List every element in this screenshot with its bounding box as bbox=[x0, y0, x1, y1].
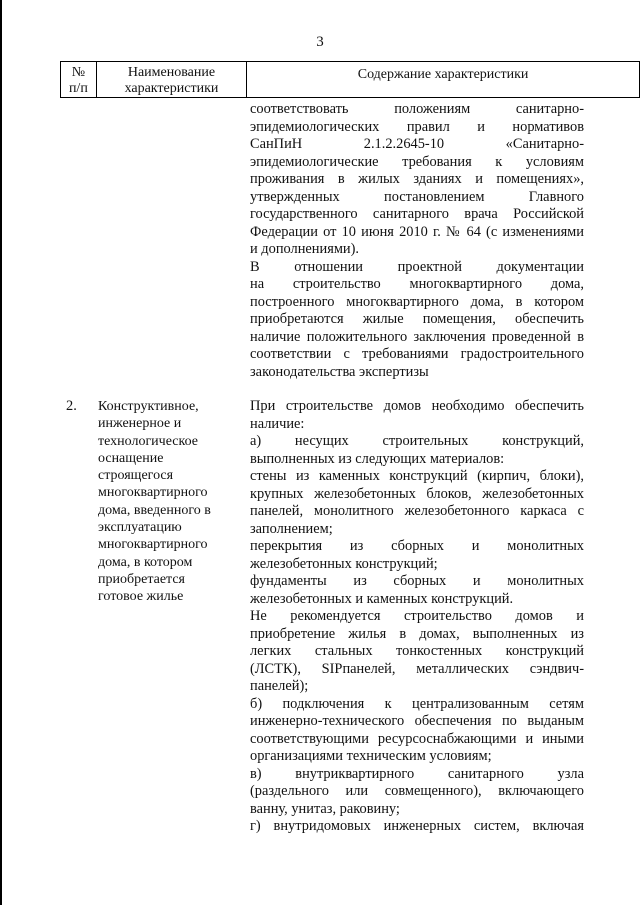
row1-content bbox=[250, 101, 584, 381]
text-line: перекрытия из сборных и монолитных bbox=[250, 538, 584, 554]
page-number: 3 bbox=[316, 34, 324, 50]
table-header bbox=[60, 61, 640, 98]
name-line: дома, введенного в bbox=[98, 502, 211, 518]
text-line: г) внутридомовых инженерных систем, включая bbox=[250, 818, 584, 834]
text-line: в) внутриквартирного санитарного узла bbox=[250, 765, 584, 782]
header-name-cell bbox=[96, 62, 246, 98]
header-content-label: Содержание характеристики bbox=[357, 67, 529, 82]
text-line: ванну, унитаз, раковину; bbox=[250, 800, 400, 817]
text-line: построенного многоквартирного дома, в котором bbox=[250, 293, 584, 310]
text-line: железобетонных конструкций; bbox=[250, 555, 438, 572]
text-line: законодательства экспертизы bbox=[250, 363, 429, 380]
row1-paragraph-2 bbox=[250, 259, 584, 382]
name-line: многоквартирного bbox=[98, 537, 208, 553]
text-line: государственного санитарного врача Российской bbox=[250, 206, 584, 222]
name-line: приобретается bbox=[98, 571, 185, 587]
text-line: (ЛСТК), SIPпанелей, металлических сэндвич- bbox=[250, 660, 584, 677]
text-line: стены из каменных конструкций (кирпич, блоки), bbox=[250, 468, 584, 484]
row1-paragraph-1 bbox=[250, 101, 584, 259]
name-line: эксплуатацию bbox=[98, 520, 182, 536]
text-line: на строительство многоквартирного дома, bbox=[250, 276, 584, 292]
name-line: многоквартирного bbox=[98, 485, 208, 501]
row2-characteristic-name bbox=[98, 398, 243, 606]
text-line: заполнением; bbox=[250, 520, 333, 537]
text-line: крупных железобетонных блоков, железобетонных bbox=[250, 485, 584, 502]
text-line: соответствующими ресурсоснабжающими и иными bbox=[250, 730, 584, 747]
text-line: приобретение жилья в домах, выполненных из bbox=[250, 625, 584, 642]
header-number-cell bbox=[61, 62, 97, 98]
header-number-line: № bbox=[71, 65, 86, 80]
name-line: Конструктивное, bbox=[98, 399, 199, 414]
text-line: Федерации от 10 июня 2010 г. № 64 (с изменениями bbox=[250, 223, 584, 240]
name-line: строящегося bbox=[98, 468, 174, 484]
header-name-line: характеристики bbox=[124, 81, 219, 96]
text-line: соответствовать положениям санитарно- bbox=[250, 101, 584, 117]
row2-content bbox=[250, 398, 584, 836]
text-line: СанПиН 2.1.2.2645-10 «Санитарно- bbox=[250, 136, 584, 152]
header-content-cell bbox=[247, 62, 640, 98]
name-line: оснащение bbox=[98, 450, 164, 466]
text-line: наличие положительного заключения проведенной в bbox=[250, 328, 584, 345]
text-line: и дополнениями). bbox=[250, 241, 360, 257]
page-left-edge-line bbox=[0, 0, 2, 905]
text-line: приобретаются жилые помещения, обеспечить bbox=[250, 311, 584, 327]
row2-number: 2. bbox=[66, 398, 77, 414]
name-line: инженерное и bbox=[98, 416, 182, 432]
text-line: б) подключения к централизованным сетям bbox=[250, 695, 584, 712]
header-name-line: Наименование bbox=[127, 65, 216, 80]
text-line: наличие: bbox=[250, 415, 305, 432]
text-line: панелей, монолитного железобетонного каркаса с bbox=[250, 503, 584, 519]
name-line: готовое жилье bbox=[98, 589, 184, 605]
text-line: инженерно-технического обеспечения по выданым bbox=[250, 713, 584, 729]
text-line: организациями техническим условиям; bbox=[250, 748, 492, 764]
text-line: Не рекомендуется строительство домов и bbox=[250, 608, 584, 624]
text-line: панелей); bbox=[250, 678, 309, 694]
name-line: технологическое bbox=[98, 433, 198, 449]
text-line: При строительстве домов необходимо обеспечить bbox=[250, 398, 584, 414]
text-line: В отношении проектной документации bbox=[250, 258, 584, 275]
text-line: а) несущих строительных конструкций, bbox=[250, 433, 584, 449]
text-line: легких стальных тонкостенных конструкций bbox=[250, 643, 584, 659]
text-line: соответствии с требованиями градостроительного bbox=[250, 346, 584, 362]
header-number-line: п/п bbox=[68, 81, 88, 96]
text-line: фундаменты из сборных и монолитных bbox=[250, 573, 584, 589]
text-line: (раздельного или совмещенного), включающего bbox=[250, 783, 584, 799]
table-header-grid bbox=[60, 61, 640, 98]
text-line: эпидемиологические требования к условиям bbox=[250, 153, 584, 170]
text-line: эпидемиологических правил и нормативов bbox=[250, 118, 584, 135]
text-line: железобетонных и каменных конструкций. bbox=[250, 590, 514, 607]
text-line: выполненных из следующих материалов: bbox=[250, 450, 505, 467]
text-line: утвержденных постановлением Главного bbox=[250, 188, 584, 205]
name-line: дома, в котором bbox=[98, 554, 193, 570]
text-line: проживания в жилых зданиях и помещениях», bbox=[250, 171, 584, 187]
